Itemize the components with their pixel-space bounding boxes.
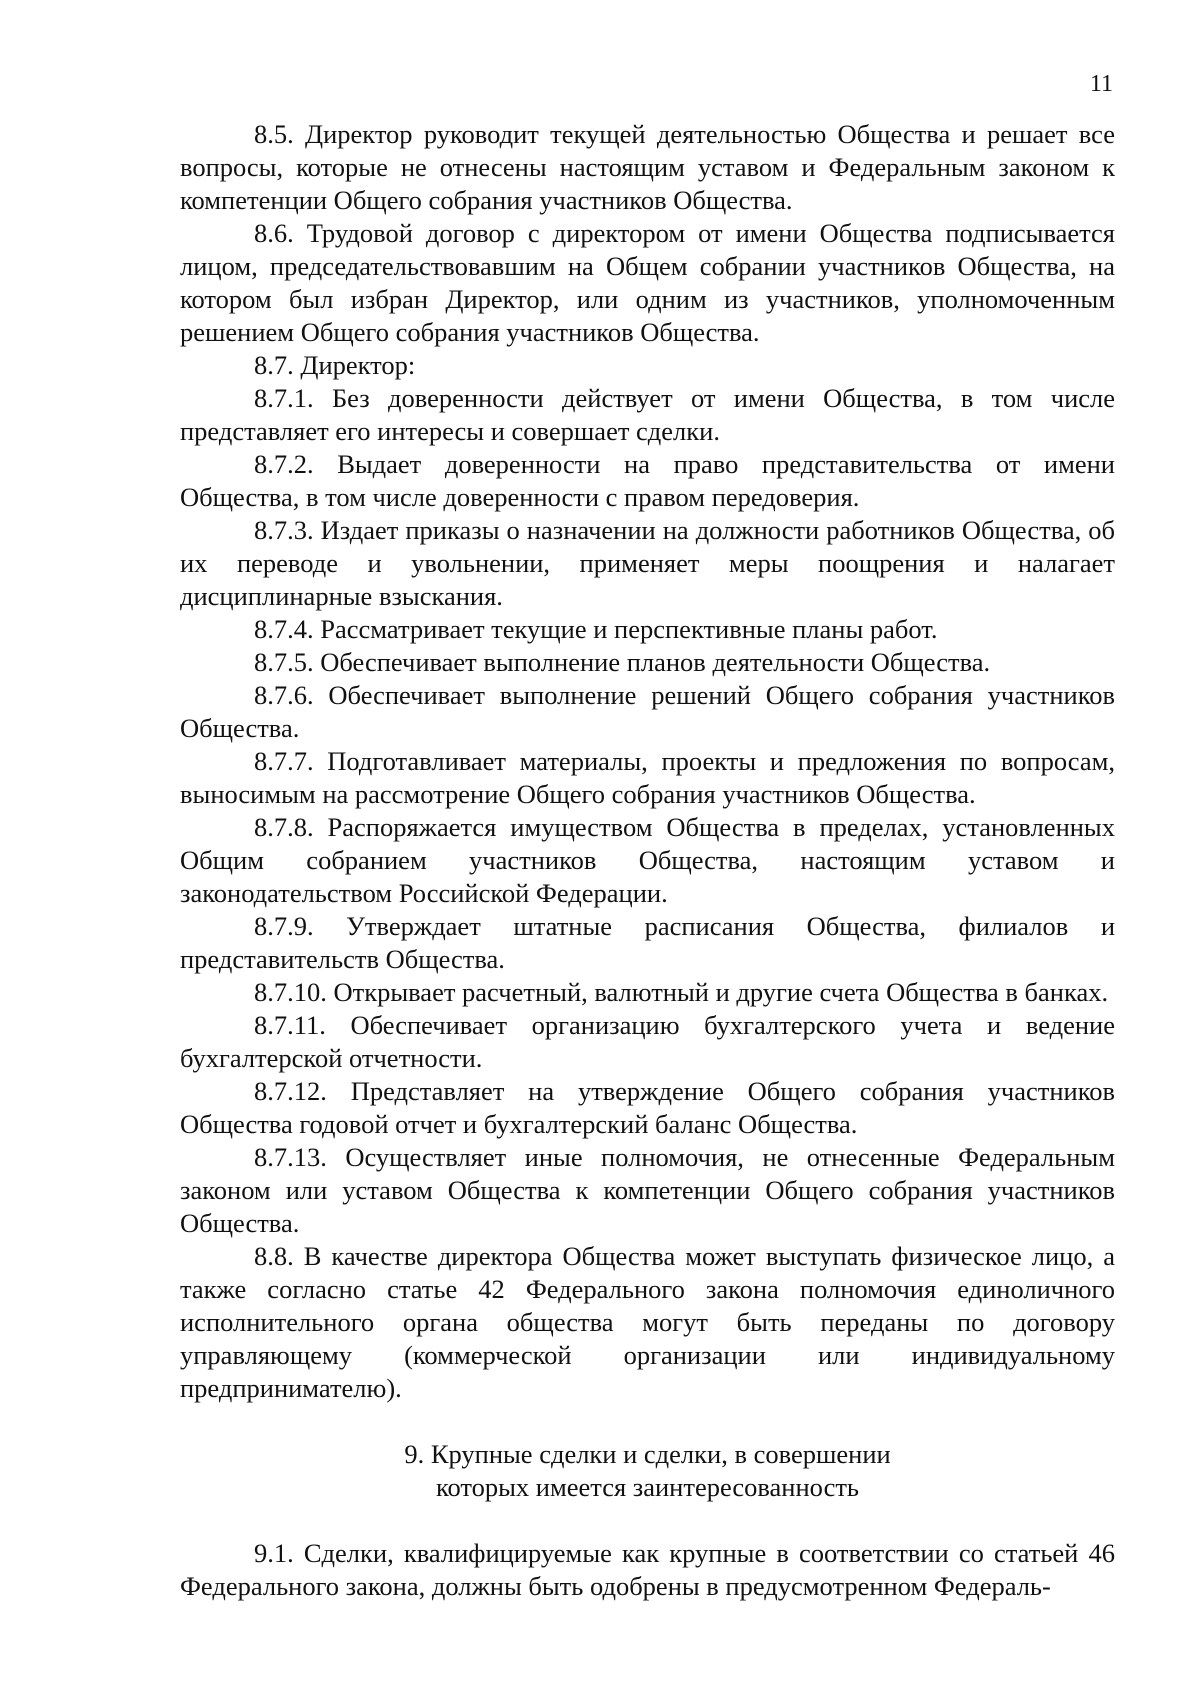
page-number: 11 — [1089, 71, 1113, 97]
paragraph-8-7-10: 8.7.10. Открывает расчетный, валютный и другие счета Общества в банках. — [254, 977, 1109, 1007]
document-body — [180, 118, 1115, 1603]
paragraph-8-7-3: 8.7.3. Издает приказы о назначении на должности работников Общества, об их переводе и увольнении, применяет меры поощрения и налагает дисциплинарные взыскания. — [180, 515, 1115, 611]
paragraph-8-7-13: 8.7.13. Осуществляет иные полномочия, не отнесенные Федеральным законом или уставом Общества к компетенции Общего собрания участников Общества. — [180, 1142, 1115, 1238]
paragraph-8-7-5: 8.7.5. Обеспечивает выполнение планов деятельности Общества. — [254, 647, 991, 677]
paragraph-8-7-4: 8.7.4. Рассматривает текущие и перспективные планы работ. — [254, 614, 938, 644]
paragraph-8-7-12: 8.7.12. Представляет на утверждение Общего собрания участников Общества годовой отчет и бухгалтерский баланс Общества. — [180, 1076, 1115, 1139]
paragraph-8-5: 8.5. Директор руководит текущей деятельностью Общества и решает все вопросы, которые не отнесены настоящим уставом и Федеральным законом к компетенции Общего собрания участников Общества. — [180, 119, 1115, 215]
section-heading-line-2: которых имеется заинтересованность — [435, 1472, 860, 1502]
paragraph-8-6: 8.6. Трудовой договор с директором от имени Общества подписывается лицом, председательствовавшим на Общем собрании участников Общества, на котором был избран Директор, или одним из участников, уполномоченным решением Общего собрания участников Общества. — [180, 218, 1115, 347]
paragraph-8-8: 8.8. В качестве директора Общества может выступать физическое лицо, а также согласно статье 42 Федерального закона полномочия единоличного исполнительного органа общества могут быть переданы по договору управляющему (коммерческой организации или индивидуальному предпринимателю). — [180, 1241, 1115, 1403]
paragraph-8-7-11: 8.7.11. Обеспечивает организацию бухгалтерского учета и ведение бухгалтерской отчетности. — [180, 1010, 1115, 1073]
paragraph-8-7-1: 8.7.1. Без доверенности действует от имени Общества, в том числе представляет его интересы и совершает сделки. — [180, 383, 1115, 446]
paragraph-8-7-6: 8.7.6. Обеспечивает выполнение решений Общего собрания участников Общества. — [180, 680, 1115, 743]
paragraph-8-7-9: 8.7.9. Утверждает штатные расписания Общества, филиалов и представительств Общества. — [180, 911, 1115, 974]
section-heading-line-1: 9. Крупные сделки и сделки, в совершении — [404, 1439, 891, 1469]
paragraph-9-1: 9.1. Сделки, квалифицируемые как крупные в соответствии со статьей 46 Федерального закона, должны быть одобрены в предусмотренном Федераль- — [180, 1538, 1115, 1601]
paragraph-8-7-7: 8.7.7. Подготавливает материалы, проекты и предложения по вопросам, выносимым на рассмотрение Общего собрания участников Общества. — [180, 746, 1115, 809]
paragraph-8-7-2: 8.7.2. Выдает доверенности на право представительства от имени Общества, в том числе доверенности с правом передоверия. — [180, 449, 1115, 512]
section-heading-9 — [180, 1438, 1115, 1504]
paragraph-8-7-8: 8.7.8. Распоряжается имуществом Общества в пределах, установленных Общим собранием участников Общества, настоящим уставом и законодательством Российской Федерации. — [180, 812, 1115, 908]
paragraph-8-7: 8.7. Директор: — [254, 350, 416, 380]
